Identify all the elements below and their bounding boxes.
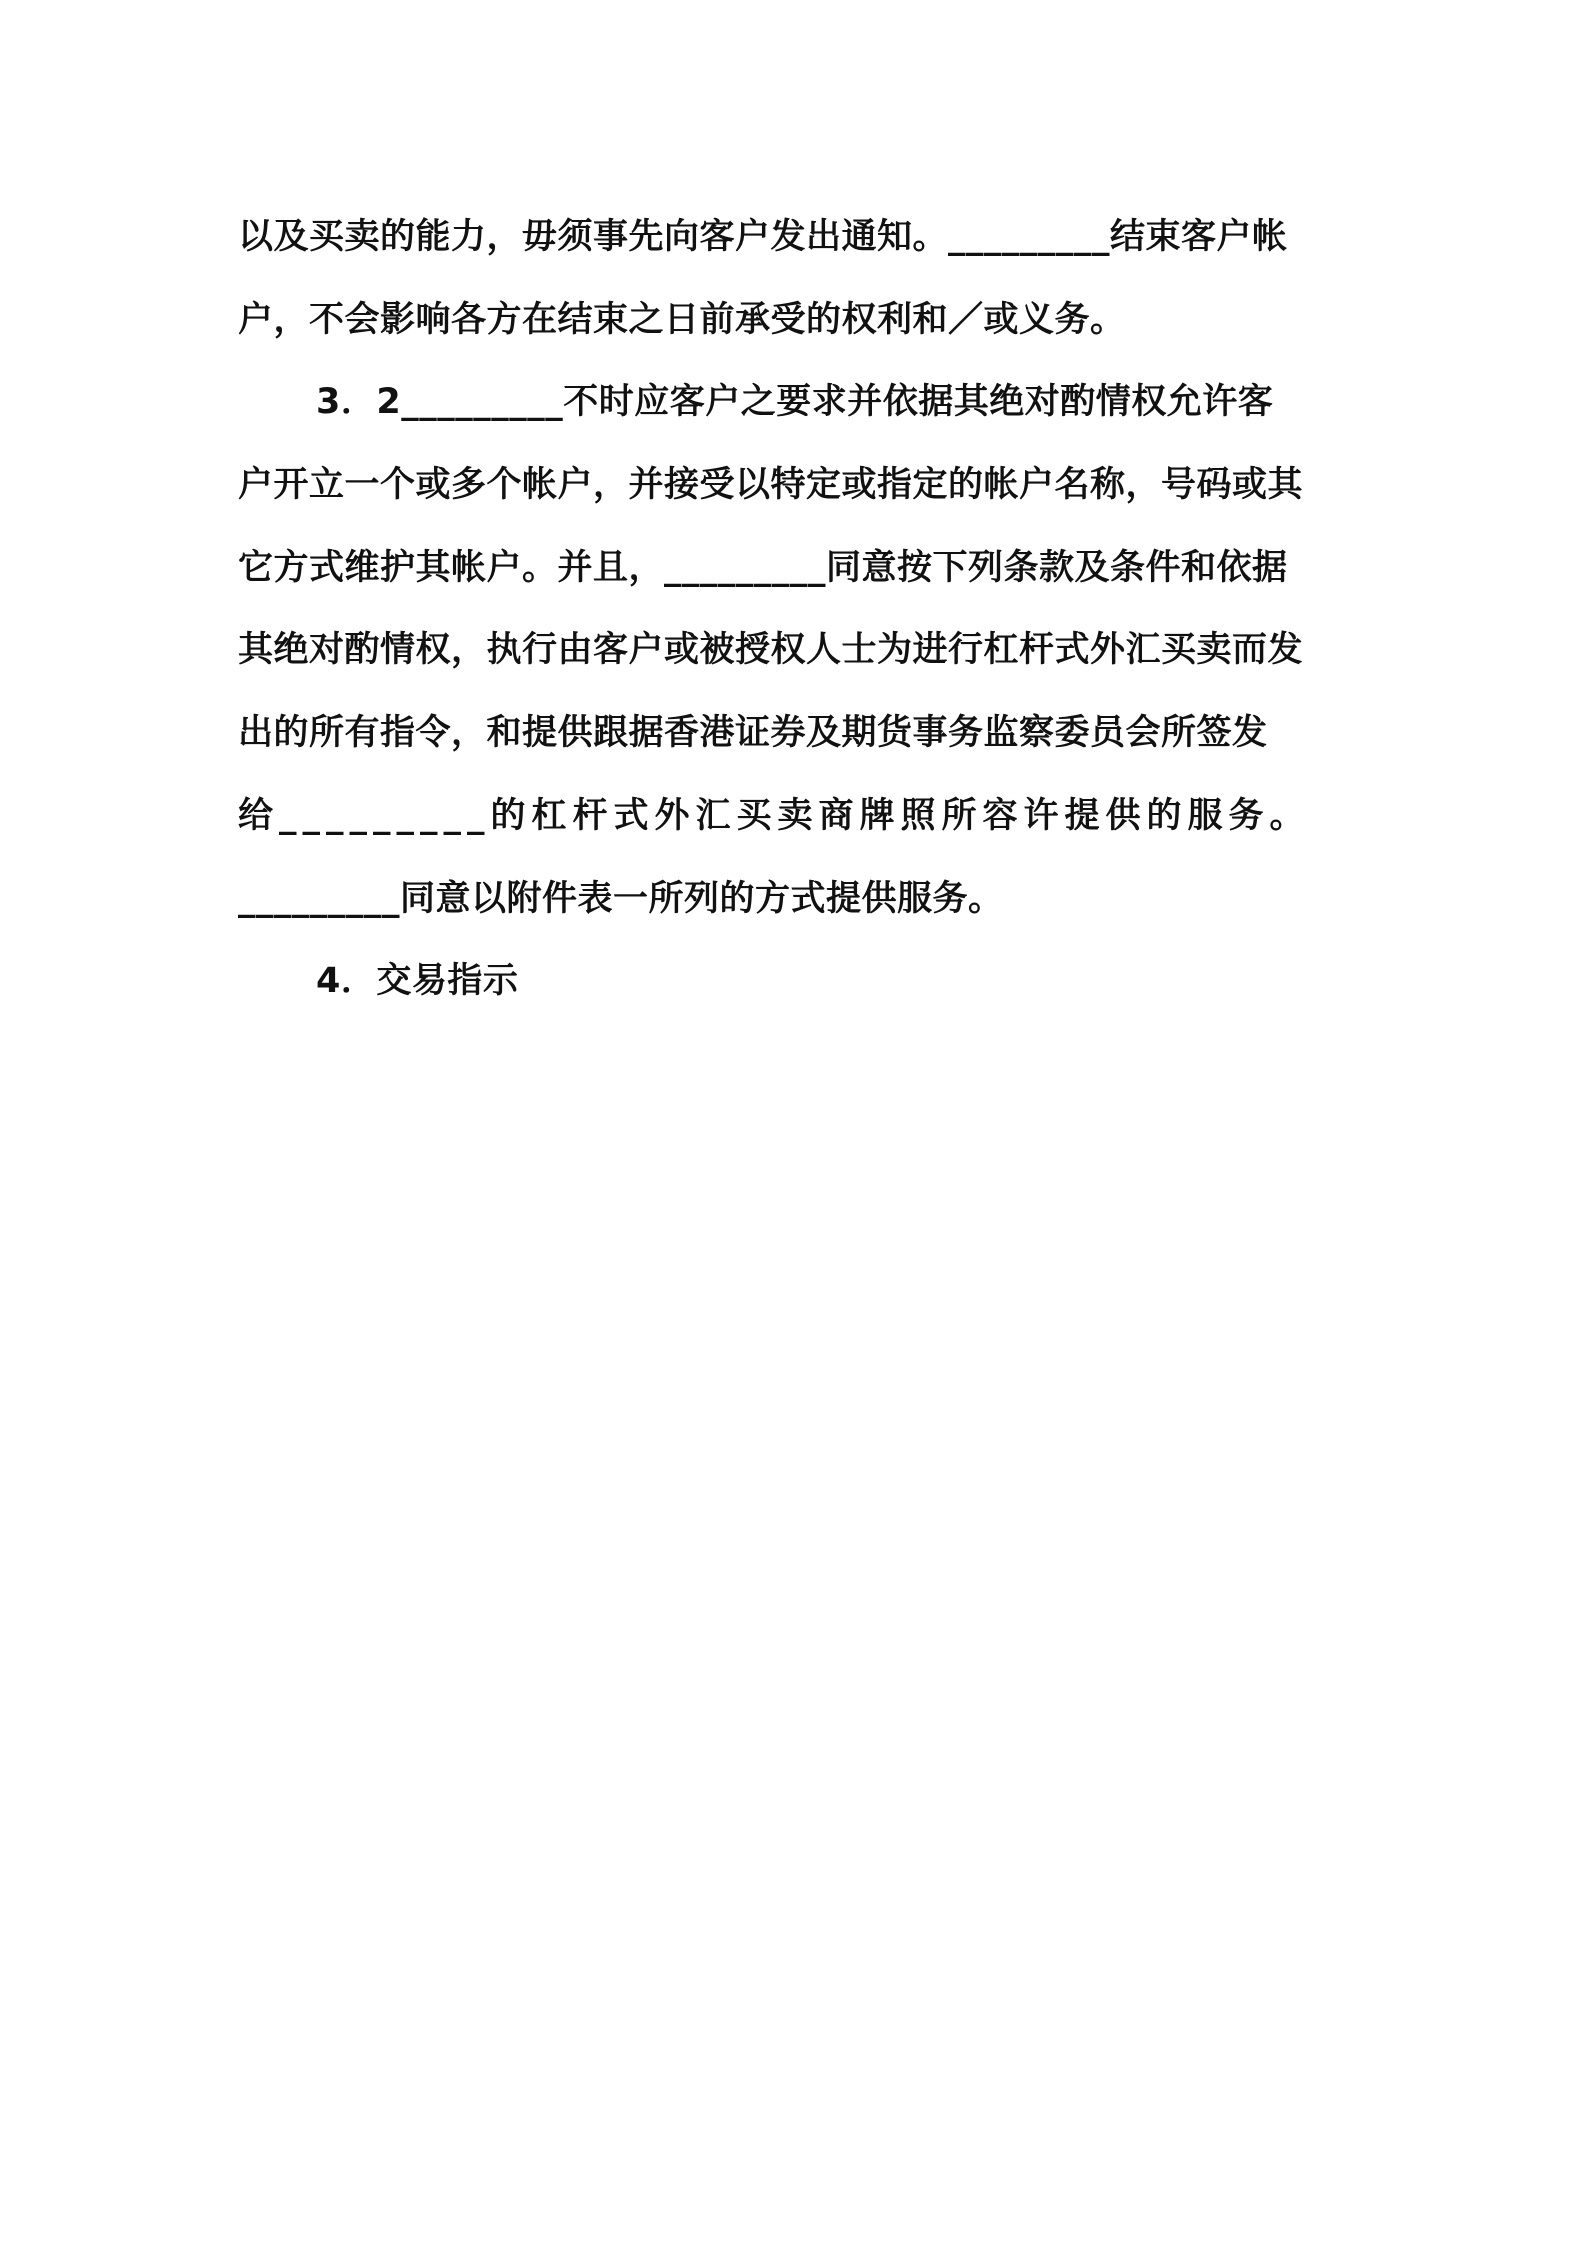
paragraph-line: 给_________的杠杆式外汇买卖商牌照所容许提供的服务。 — [238, 795, 1311, 836]
paragraph-line: 户开立一个或多个帐户，并接受以特定或指定的帐户名称，号码或其 — [238, 465, 1304, 506]
document-body — [238, 196, 1358, 1023]
clause-3-2-line: 3．2_________不时应客户之要求并依据其绝对酌情权允许客 — [316, 382, 1274, 423]
paragraph-line: 户，不会影响各方在结束之日前承受的权利和／或义务。 — [238, 299, 1126, 340]
paragraph-line: 它方式维护其帐户。并且，_________同意按下列条款及条件和依据 — [238, 547, 1288, 588]
paragraph-line: 其绝对酌情权，执行由客户或被授权人士为进行杠杆式外汇买卖而发 — [238, 630, 1304, 671]
section-4-heading: 4．交易指示 — [316, 961, 519, 1002]
paragraph-line: 出的所有指令，和提供跟据香港证券及期货事务监察委员会所签发 — [238, 713, 1268, 754]
paragraph-line: 以及买卖的能力，毋须事先向客户发出通知。_________结束客户帐 — [238, 217, 1288, 257]
paragraph-line: _________同意以附件表一所列的方式提供服务。 — [238, 878, 1004, 919]
